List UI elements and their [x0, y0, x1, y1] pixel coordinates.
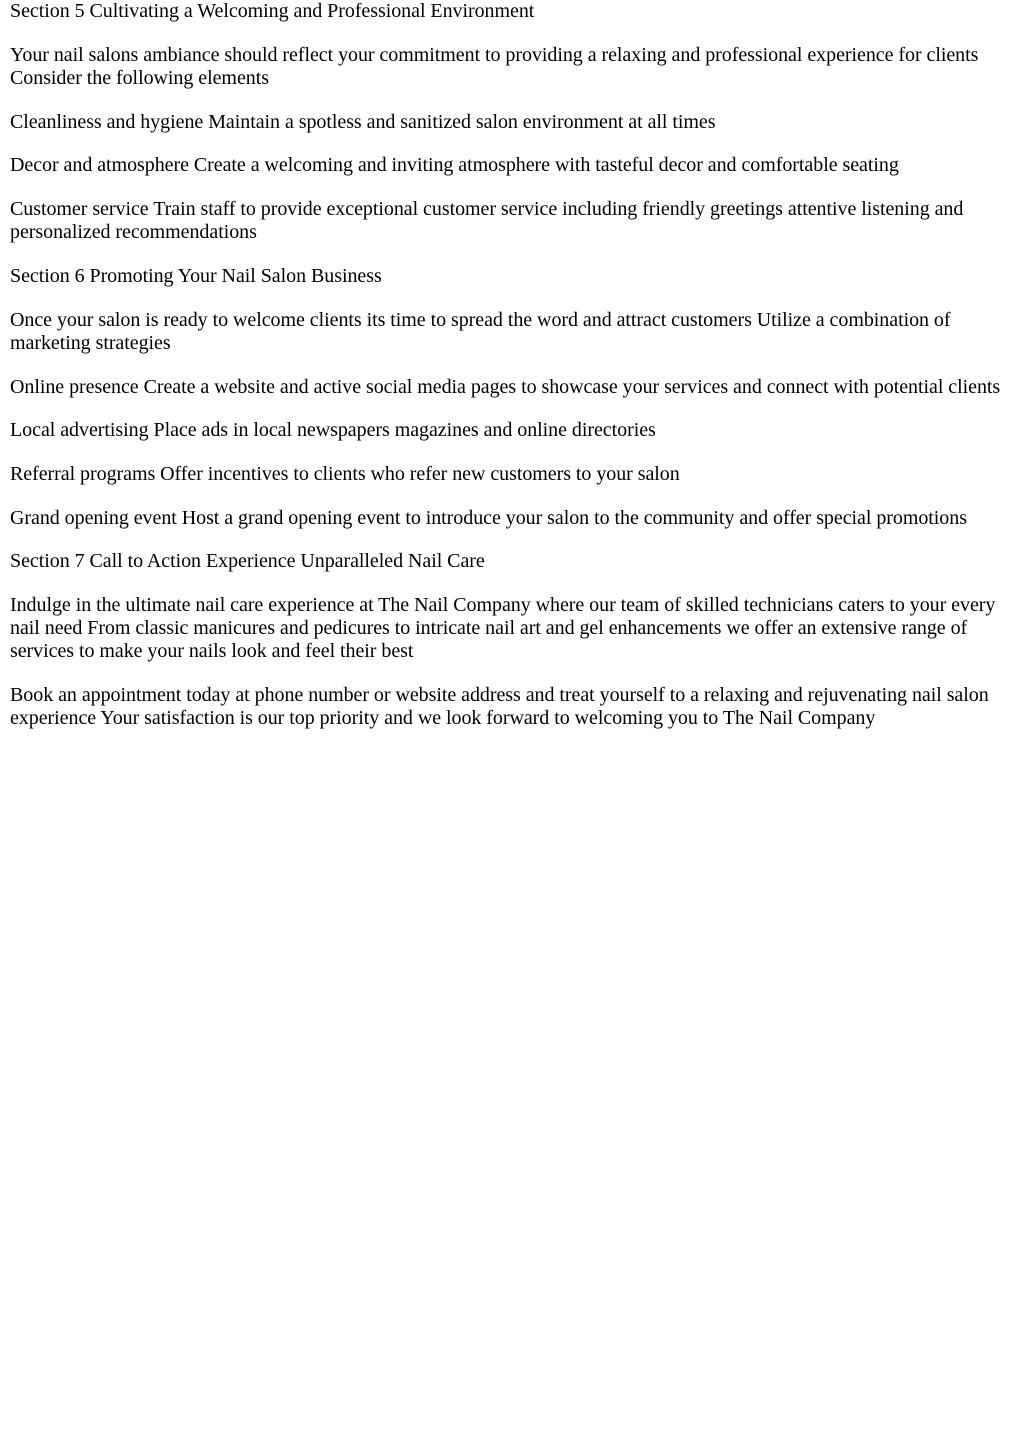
ambiance-intro-paragraph: Your nail salons ambiance should reflect your commitment to providing a relaxing and professional experience for clients Consider the following elements — [10, 43, 979, 89]
document-body — [10, 0, 1010, 751]
local-advertising-item: Local advertising Place ads in local newspapers magazines and online directories — [10, 419, 656, 442]
book-appointment-paragraph: Book an appointment today at phone number or website address and treat yourself to a relaxing and rejuvenating nail salon experience Your satisfaction is our top priority and we look forward to welcoming you to The Nail Company — [10, 684, 989, 730]
indulge-paragraph: Indulge in the ultimate nail care experience at The Nail Company where our team of skilled technicians caters to your every nail need From classic manicures and pedicures to intricate nail art and gel enhancements we offer an extensive range of services to make your nails look and feel their best — [10, 594, 996, 663]
section-6-heading: Section 6 Promoting Your Nail Salon Business — [10, 264, 382, 287]
promotion-intro-paragraph: Once your salon is ready to welcome clients its time to spread the word and attract customers Utilize a combination of marketing strategies — [10, 308, 951, 354]
referral-programs-item: Referral programs Offer incentives to clients who refer new customers to your salon — [10, 462, 680, 485]
customer-service-item: Customer service Train staff to provide exceptional customer service including friendly greetings attentive listening and personalized recommendations — [10, 198, 964, 244]
section-5-heading: Section 5 Cultivating a Welcoming and Professional Environment — [10, 0, 535, 22]
decor-item: Decor and atmosphere Create a welcoming and inviting atmosphere with tasteful decor and comfortable seating — [10, 154, 899, 177]
online-presence-item: Online presence Create a website and active social media pages to showcase your services and connect with potential clients — [10, 375, 1001, 398]
cleanliness-item: Cleanliness and hygiene Maintain a spotless and sanitized salon environment at all times — [10, 110, 716, 133]
grand-opening-item: Grand opening event Host a grand opening event to introduce your salon to the community and offer special promotions — [10, 506, 967, 529]
section-7-heading: Section 7 Call to Action Experience Unparalleled Nail Care — [10, 550, 485, 573]
